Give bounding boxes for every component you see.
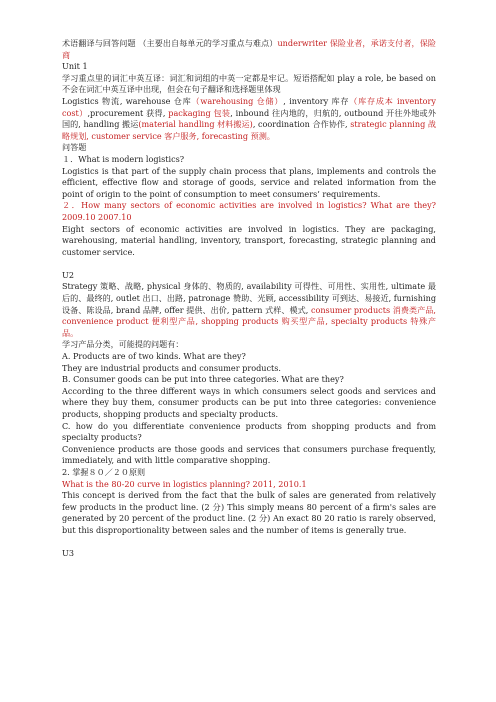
- document-title: [62, 38, 436, 61]
- qa-line: C. how do you differentiate convenience products from shopping products and from specialty products?: [62, 420, 436, 443]
- question-2: ２．How many sectors of economic activities are involved in logistics? What are they? 2009.10 2007.10: [62, 200, 436, 222]
- qa-line: B. Consumer goods can be put into three categories. What are they?: [62, 374, 344, 385]
- unit1-intro: 学习重点里的词汇中英互译：词汇和词组的中英一定都是牢记。短语搭配如 play a role, be based on 不会在词汇中英互译中出现，但会在句子翻译和选择题里体现: [62, 72, 436, 95]
- term-segment: （库存成本 inventory cost）: [62, 95, 436, 118]
- questions-label: 问答题: [62, 142, 87, 153]
- qa-line: Convenience products are those goods and services that consumers purchase frequently, immediately, and with little comparative shopping.: [62, 443, 436, 466]
- term-segment: Logistics 物流, warehouse 仓库: [62, 95, 192, 106]
- answer-2: Eight sectors of economic activities are involved in logistics. They are packaging, warehousing, material handling, inventory, transport, forecasting, strategic planning and customer service.: [62, 223, 436, 257]
- question-1: １．What is modern logistics?: [62, 153, 185, 164]
- term-segment: , inventory 库存: [283, 95, 350, 106]
- rule-answer: This concept is derived from the fact that the bulk of sales are generated from relatively few products in the product line. (2 分) This simply means 80 percent of a firm's sales are generated by 20 percent of the product line. (2 分) An exact 80 20 ratio is rarely observed, but this disproportionality between sales and the number of items is generally true.: [62, 490, 436, 535]
- spacer: [62, 537, 436, 549]
- term-segment: , inbound 往内地的，归航的, outbound 开往外地或外国的, handling 搬运: [62, 107, 437, 130]
- document-page: [62, 38, 436, 560]
- term-segment: consumer products 消费类产品, convenience product 便利型产品, shopping products 购买型产品, specialty products 特殊产品。: [62, 304, 436, 338]
- unit3-heading: U3: [62, 548, 74, 559]
- qa-line: A. Products are of two kinds. What are they?: [62, 351, 246, 362]
- term-segment: （warehousing 仓储）: [191, 95, 284, 106]
- spacer: [62, 258, 436, 270]
- term-segment: Strategy 策略、战略, physical 身体的、物质的, availability 可得性、可用性、实用性, ultimate 最后的、最终的, outlet 出口、出路, patronage 赞助、光顾, accessibility 可到达、易接近, furnishing 设备、陈设品, brand 品牌, offer 提供、出价, pattern 式样、模式,: [62, 281, 436, 315]
- qa-line: According to the three different ways in which consumers select goods and services and where they buy them, consumer products can be put into three categories: convenience products, shopping products and specialty products.: [62, 385, 436, 419]
- unit2-heading: U2: [62, 269, 74, 280]
- unit2-terms: [62, 281, 436, 339]
- term-segment: packaging 包装: [168, 107, 231, 118]
- term-segment: (material handling 材料搬运): [138, 119, 253, 130]
- unit1-terms: [62, 96, 436, 142]
- title-example: underwriter 保险业者，承诺支付者，保险商: [62, 38, 437, 60]
- qa-line: They are industrial products and consumer products.: [62, 362, 281, 373]
- title-main: 术语翻译与回答问题 （主要出自每单元的学习重点与难点）: [62, 38, 278, 48]
- unit1-heading: Unit 1: [62, 61, 88, 72]
- rule-question: What is the 80-20 curve in logistics planning? 2011, 2010.1: [62, 478, 307, 489]
- answer-1: Logistics is that part of the supply chain process that plans, implements and controls the efficient, effective flow and storage of goods, service and related information from the point of origin to the point of consumption to meet consumers’ requirements.: [62, 165, 436, 199]
- term-segment: , coordination 合作协作,: [252, 119, 351, 130]
- unit2-study-note: 学习产品分类，可能提的问题有：: [62, 339, 184, 350]
- term-segment: strategic planning 战略规划, customer service 客户服务, forecasting 预测。: [62, 119, 436, 141]
- rule-label: 2. 掌握８０／２０原则: [62, 466, 146, 477]
- term-segment: ,procurement 获得,: [87, 107, 169, 118]
